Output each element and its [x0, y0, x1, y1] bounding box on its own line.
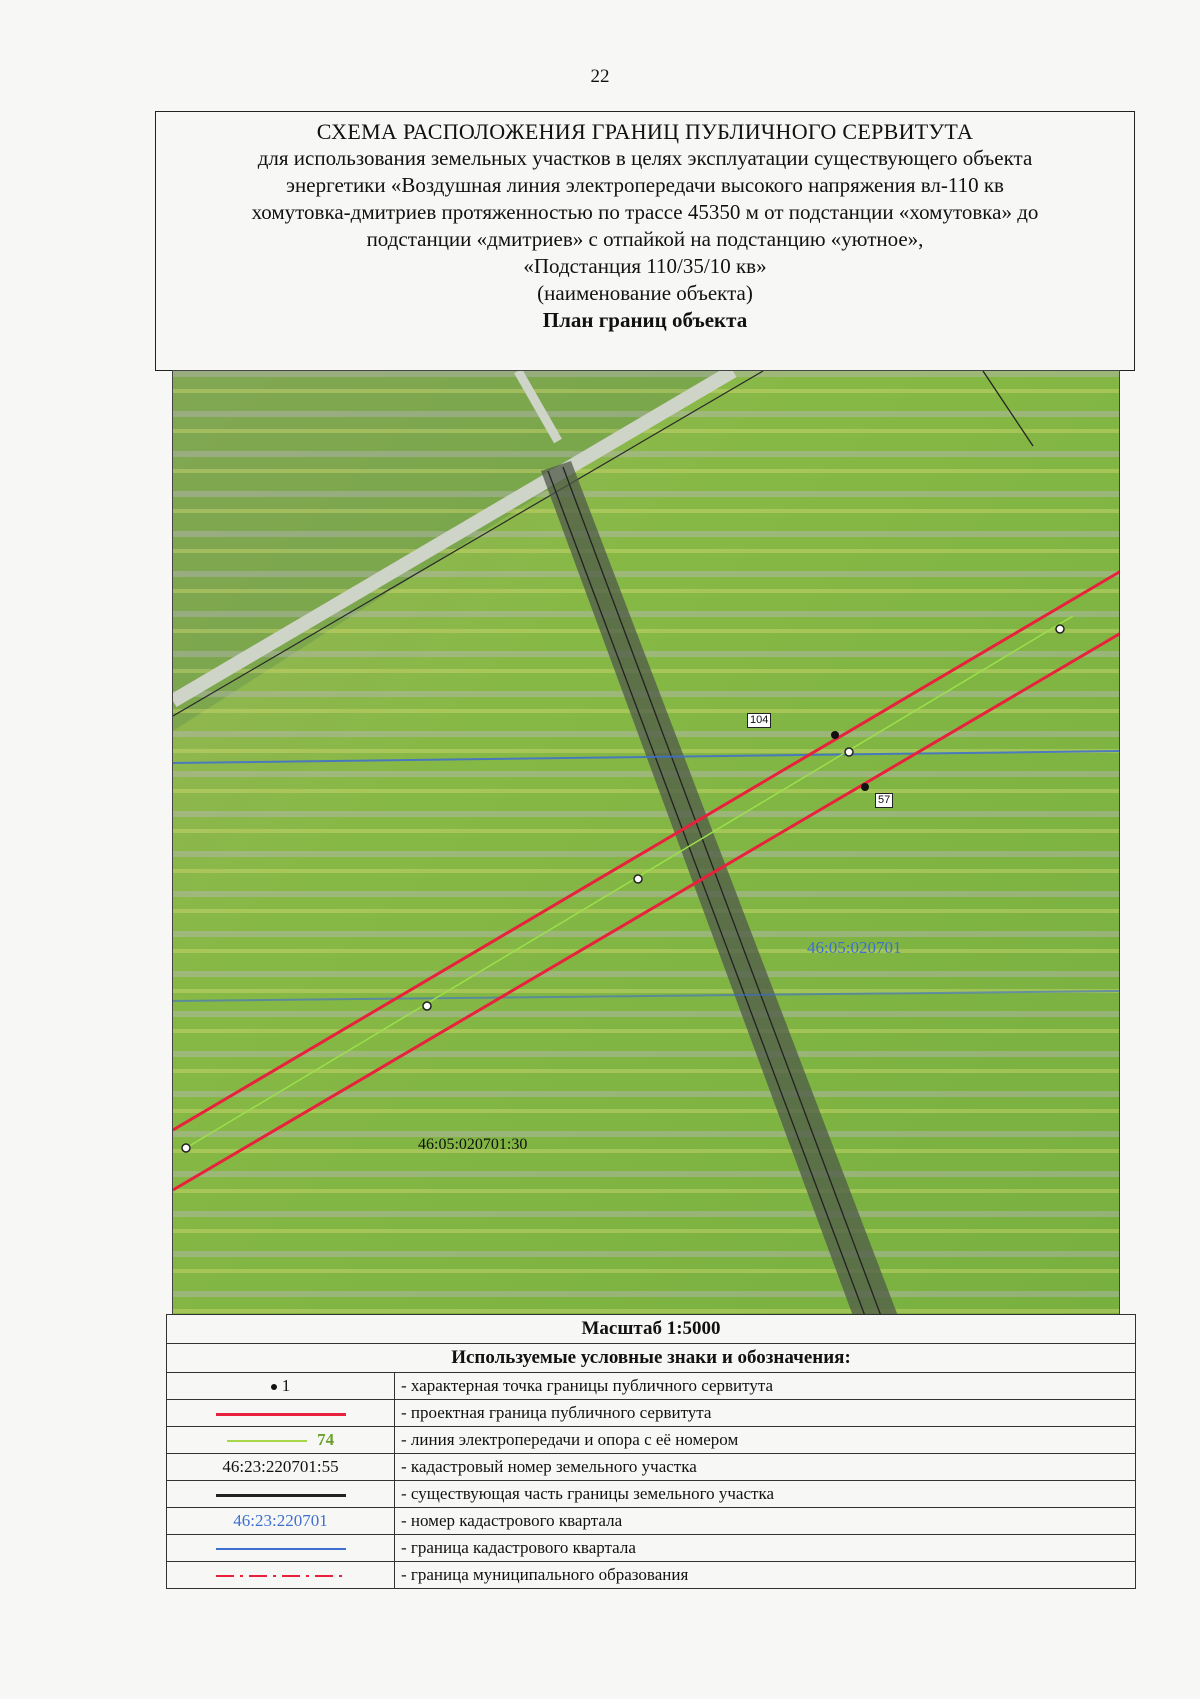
map-view[interactable] [172, 370, 1120, 1315]
legend-row [167, 1454, 1136, 1481]
legend-row [167, 1508, 1136, 1535]
green-line-icon [227, 1440, 307, 1442]
header-title: СХЕМА РАСПОЛОЖЕНИЯ ГРАНИЦ ПУБЛИЧНОГО СЕРВИТУТА [316, 119, 974, 144]
legend-row [167, 1562, 1136, 1589]
header-line-6: (наименование объекта) [537, 281, 753, 305]
header-line-5: «Подстанция 110/35/10 кв» [523, 254, 767, 278]
legend-desc: - существующая часть границы земельного участка [395, 1481, 1136, 1508]
header-line-3: хомутовка-дмитриев протяженностью по трассе 45350 м от подстанции «хомутовка» до [251, 200, 1039, 224]
support-75[interactable] [845, 748, 853, 756]
legend-support-number: 74 [317, 1430, 335, 1449]
scan-stripes [173, 371, 1120, 1315]
legend-symbol-blue-line [167, 1535, 395, 1562]
legend-symbol-power-line [167, 1427, 395, 1454]
legend-row [167, 1373, 1136, 1400]
support-77[interactable] [423, 1002, 431, 1010]
legend-table [166, 1314, 1136, 1589]
legend-symbol-black-line [167, 1481, 395, 1508]
legend-desc: - граница муниципального образования [395, 1562, 1136, 1589]
header-subtitle: План границ объекта [542, 308, 748, 332]
boundary-point-104[interactable] [831, 731, 839, 739]
parcel-number-label: 46:05:020701:30 [418, 1136, 528, 1153]
legend-symbol-parcel-number: 46:23:220701:55 [167, 1454, 395, 1481]
blue-line-icon [216, 1548, 346, 1550]
legend-point-number: 1 [281, 1376, 291, 1395]
legend-desc: - кадастровый номер земельного участка [395, 1454, 1136, 1481]
legend-symbol-point [167, 1373, 395, 1400]
quarter-number-label: 46:05:020701 [807, 938, 902, 957]
red-line-icon [216, 1413, 346, 1416]
point-label-104: 104 [747, 713, 771, 728]
point-dot-icon [271, 1384, 277, 1390]
legend-row [167, 1400, 1136, 1427]
header-box [155, 111, 1135, 371]
legend-desc: - линия электропередачи и опора с её номером [395, 1427, 1136, 1454]
support-78[interactable] [182, 1144, 190, 1152]
legend-desc: - проектная граница публичного сервитута [395, 1400, 1136, 1427]
header-line-1: для использования земельных участков в целях эксплуатации существующего объекта [257, 146, 1033, 170]
map-canvas [173, 371, 1120, 1315]
legend-desc: - граница кадастрового квартала [395, 1535, 1136, 1562]
legend-symbol-dash-dot-line [167, 1562, 395, 1589]
black-line-icon [216, 1494, 346, 1497]
point-label-57: 57 [875, 793, 893, 808]
legend-desc: - характерная точка границы публичного сервитута [395, 1373, 1136, 1400]
legend-row [167, 1427, 1136, 1454]
page-number: 22 [590, 66, 610, 87]
legend-row [167, 1481, 1136, 1508]
header-line-2: энергетики «Воздушная линия электропередачи высокого напряжения вл-110 кв [286, 173, 1004, 197]
legend-symbol-red-line [167, 1400, 395, 1427]
legend-desc: - номер кадастрового квартала [395, 1508, 1136, 1535]
header-line-4: подстанции «дмитриев» с отпайкой на подстанцию «уютное», [366, 227, 924, 251]
legend-heading: Используемые условные знаки и обозначения: [167, 1344, 1136, 1373]
support-74[interactable] [1056, 625, 1064, 633]
legend-scale: Масштаб 1:5000 [167, 1315, 1136, 1344]
dash-dot-line-icon [216, 1573, 346, 1579]
legend-symbol-quarter-number: 46:23:220701 [167, 1508, 395, 1535]
boundary-point-57[interactable] [861, 783, 869, 791]
legend-row [167, 1535, 1136, 1562]
support-76[interactable] [634, 875, 642, 883]
